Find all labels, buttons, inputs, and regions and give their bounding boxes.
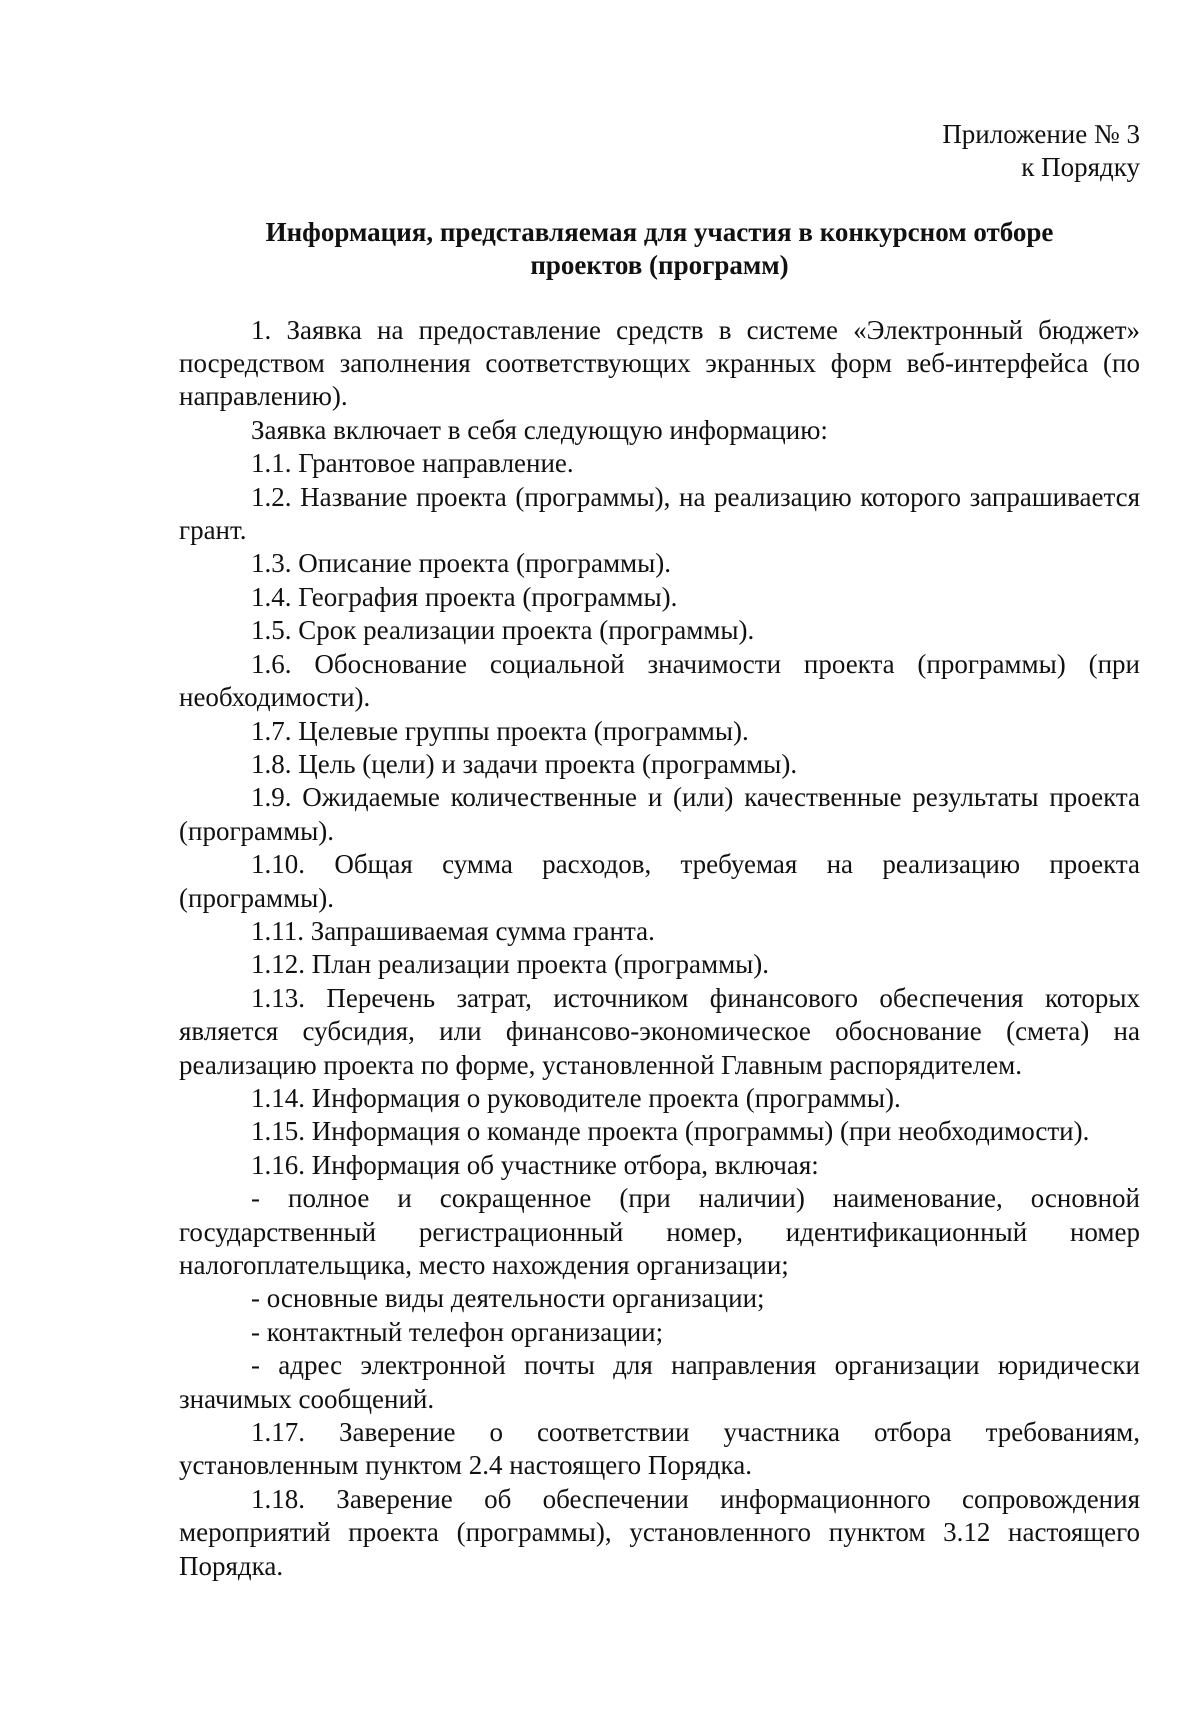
item-1-18: 1.18. Заверение об обеспечении информационного сопровождения мероприятий проекта (программы), установленного пунктом 3.12 настоящего Порядка. — [179, 1483, 1140, 1581]
item-1-16-sub-activities: - основные виды деятельности организации; — [251, 1283, 765, 1314]
document-title — [179, 216, 1140, 283]
item-1-10: 1.10. Общая сумма расходов, требуемая на реализацию проекта (программы). — [179, 849, 1140, 913]
item-1-16-sub-phone: - контактный телефон организации; — [251, 1316, 664, 1347]
paragraph-application-includes: Заявка включает в себя следующую информацию: — [251, 414, 828, 445]
item-1-12: 1.12. План реализации проекта (программы). — [251, 949, 770, 980]
item-1-7: 1.7. Целевые группы проекта (программы). — [251, 715, 749, 746]
item-1-17: 1.17. Заверение о соответствии участника отбора требованиям, установленным пунктом 2.4 настоящего Порядка. — [179, 1417, 1140, 1481]
item-1-11: 1.11. Запрашиваемая сумма гранта. — [251, 915, 655, 946]
item-1-5: 1.5. Срок реализации проекта (программы). — [251, 615, 755, 646]
item-1-2: 1.2. Название проекта (программы), на реализацию которого запрашивается грант. — [179, 481, 1140, 546]
item-1-16: 1.16. Информация об участнике отбора, включая: — [251, 1149, 819, 1180]
item-1-3: 1.3. Описание проекта (программы). — [251, 548, 672, 579]
item-1-8: 1.8. Цель (цели) и задачи проекта (программы). — [251, 748, 798, 779]
item-1-16-sub-name: - полное и сокращенное (при наличии) наименование, основной государственный регистрационный номер, идентификационный номер налогоплательщика, место нахождения организации; — [179, 1183, 1140, 1280]
item-1-1: 1.1. Грантовое направление. — [251, 448, 574, 479]
item-1-13: 1.13. Перечень затрат, источником финансового обеспечения которых является субсидия, или финансово-экономическое обоснование (смета) на реализацию проекта по форме, установленной Главным распорядителем. — [179, 982, 1140, 1080]
item-1-6: 1.6. Обоснование социальной значимости проекта (программы) (при необходимости). — [179, 648, 1140, 713]
item-1-15: 1.15. Информация о команде проекта (программы) (при необходимости). — [251, 1116, 1090, 1147]
paragraph-1: 1. Заявка на предоставление средств в системе «Электронный бюджет» посредством заполнения соответствующих экранных форм веб-интерфейса (по направлению). — [179, 314, 1140, 412]
title-line-1: Информация, представляемая для участия в конкурсном отборе — [265, 216, 1054, 247]
item-1-16-sub-email: - адрес электронной почты для направления организации юридически значимых сообщений. — [179, 1350, 1140, 1414]
appendix-header — [179, 118, 1140, 185]
appendix-reference: к Порядку — [1021, 152, 1140, 183]
document-body — [179, 314, 1140, 1583]
item-1-14: 1.14. Информация о руководителе проекта (программы). — [251, 1082, 901, 1113]
title-line-2: проектов (программ) — [530, 250, 789, 281]
item-1-4: 1.4. География проекта (программы). — [251, 581, 678, 612]
appendix-number: Приложение № 3 — [942, 119, 1140, 149]
document-page — [179, 118, 1140, 1583]
item-1-9: 1.9. Ожидаемые количественные и (или) качественные результаты проекта (программы). — [179, 782, 1140, 846]
